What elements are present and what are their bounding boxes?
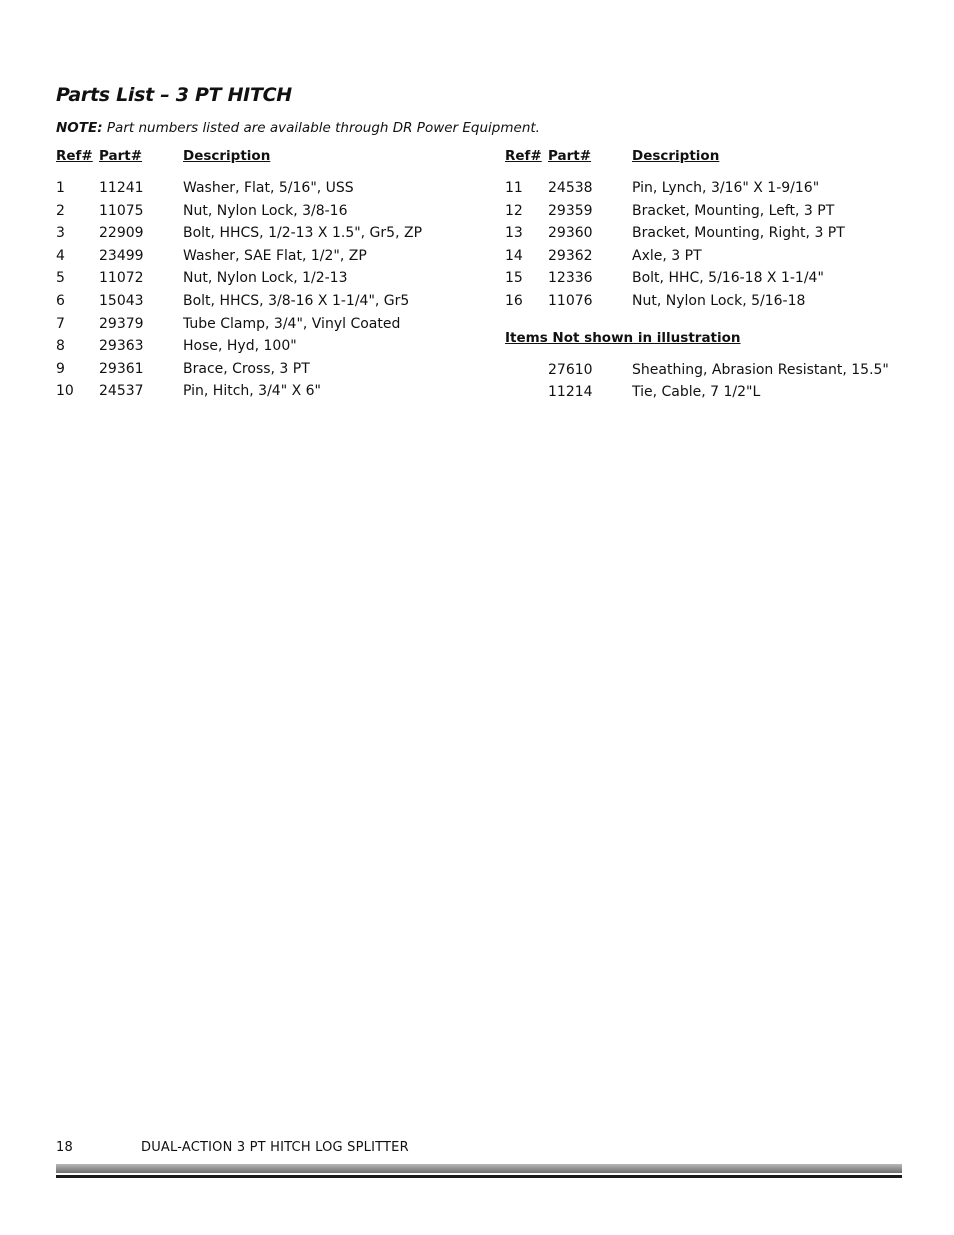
cell-description: Pin, Lynch, 3/16" X 1-9/16" xyxy=(632,180,820,196)
footer-bar xyxy=(56,1164,902,1173)
not-shown-header: Items Not shown in illustration xyxy=(505,329,741,346)
cell-ref: 1 xyxy=(56,180,65,196)
footer-title: DUAL-ACTION 3 PT HITCH LOG SPLITTER xyxy=(141,1140,409,1155)
header-part: Part# xyxy=(99,148,143,164)
cell-part: 24538 xyxy=(548,180,593,196)
cell-part: 29361 xyxy=(99,360,144,377)
cell-ref: 12 xyxy=(505,202,523,219)
page-number: 18 xyxy=(56,1140,73,1155)
table-row xyxy=(505,270,824,293)
cell-ref: 3 xyxy=(56,225,65,242)
cell-description: Bolt, HHCS, 1/2-13 X 1.5", Gr5, ZP xyxy=(183,225,423,242)
parts-table-right xyxy=(505,148,889,407)
footer-rule xyxy=(56,1175,902,1178)
cell-ref: 5 xyxy=(56,270,65,287)
cell-part: 23499 xyxy=(99,247,144,264)
cell-part: 22909 xyxy=(99,225,144,242)
cell-description: Bracket, Mounting, Right, 3 PT xyxy=(632,225,845,242)
cell-part: 15043 xyxy=(99,292,144,309)
cell-ref: 8 xyxy=(56,338,65,355)
cell-part: 29362 xyxy=(548,247,593,264)
table-row xyxy=(505,180,820,203)
cell-description: Bracket, Mounting, Left, 3 PT xyxy=(632,202,835,219)
cell-ref: 9 xyxy=(56,360,65,377)
header-ref: Ref# xyxy=(505,148,542,164)
cell-part: 29379 xyxy=(99,315,144,332)
cell-ref: 11 xyxy=(505,180,523,196)
cell-description: Pin, Hitch, 3/4" X 6" xyxy=(183,383,321,400)
header-description: Description xyxy=(183,148,271,164)
cell-part: 29359 xyxy=(548,202,593,219)
cell-part: 29363 xyxy=(99,338,144,355)
cell-ref: 2 xyxy=(56,202,65,219)
page-title: Parts List – 3 PT HITCH xyxy=(56,84,292,106)
cell-description: Tie, Cable, 7 1/2"L xyxy=(632,384,761,401)
table-body xyxy=(505,180,845,316)
cell-part: 11072 xyxy=(99,270,144,287)
note-text: Part numbers listed are available through DR Power Equipment. xyxy=(106,120,540,136)
table-row xyxy=(505,384,761,407)
cell-ref: 10 xyxy=(56,383,74,400)
header-description: Description xyxy=(632,148,720,164)
cell-description: Bolt, HHC, 5/16-18 X 1-1/4" xyxy=(632,270,824,287)
cell-part: 11075 xyxy=(99,202,144,219)
cell-description: Bolt, HHCS, 3/8-16 X 1-1/4", Gr5 xyxy=(183,292,410,309)
note-label: NOTE: xyxy=(56,120,103,136)
cell-description: Hose, Hyd, 100" xyxy=(183,338,297,355)
table-row xyxy=(505,361,889,385)
cell-part: 11076 xyxy=(548,292,593,309)
cell-ref: 15 xyxy=(505,270,523,287)
table-row xyxy=(505,225,845,248)
cell-part: 11214 xyxy=(548,384,593,401)
cell-ref: 6 xyxy=(56,292,65,309)
note xyxy=(56,120,540,136)
cell-description: Tube Clamp, 3/4", Vinyl Coated xyxy=(183,315,401,332)
cell-description: Sheathing, Abrasion Resistant, 15.5" xyxy=(632,361,889,378)
cell-ref: 4 xyxy=(56,247,65,264)
cell-ref: 7 xyxy=(56,315,65,332)
cell-ref: 16 xyxy=(505,292,523,309)
cell-part: 24537 xyxy=(99,383,144,400)
cell-description: Washer, Flat, 5/16", USS xyxy=(183,180,354,196)
cell-description: Brace, Cross, 3 PT xyxy=(183,360,310,377)
header-ref: Ref# xyxy=(56,148,93,164)
cell-ref: 14 xyxy=(505,247,523,264)
table-row xyxy=(505,292,806,316)
cell-description: Nut, Nylon Lock, 1/2-13 xyxy=(183,270,348,287)
cell-description: Washer, SAE Flat, 1/2", ZP xyxy=(183,247,367,264)
cell-part: 27610 xyxy=(548,361,593,378)
header-part: Part# xyxy=(548,148,592,164)
cell-description: Nut, Nylon Lock, 5/16-18 xyxy=(632,292,806,309)
table-row xyxy=(505,248,741,271)
table-header xyxy=(505,148,741,180)
cell-part: 12336 xyxy=(548,270,593,287)
table-row xyxy=(505,202,835,226)
not-shown-table-body xyxy=(505,361,889,407)
cell-part: 29360 xyxy=(548,225,593,242)
cell-description: Nut, Nylon Lock, 3/8-16 xyxy=(183,202,348,219)
cell-ref: 13 xyxy=(505,225,523,242)
cell-description: Axle, 3 PT xyxy=(632,247,702,264)
cell-part: 11241 xyxy=(99,180,144,196)
